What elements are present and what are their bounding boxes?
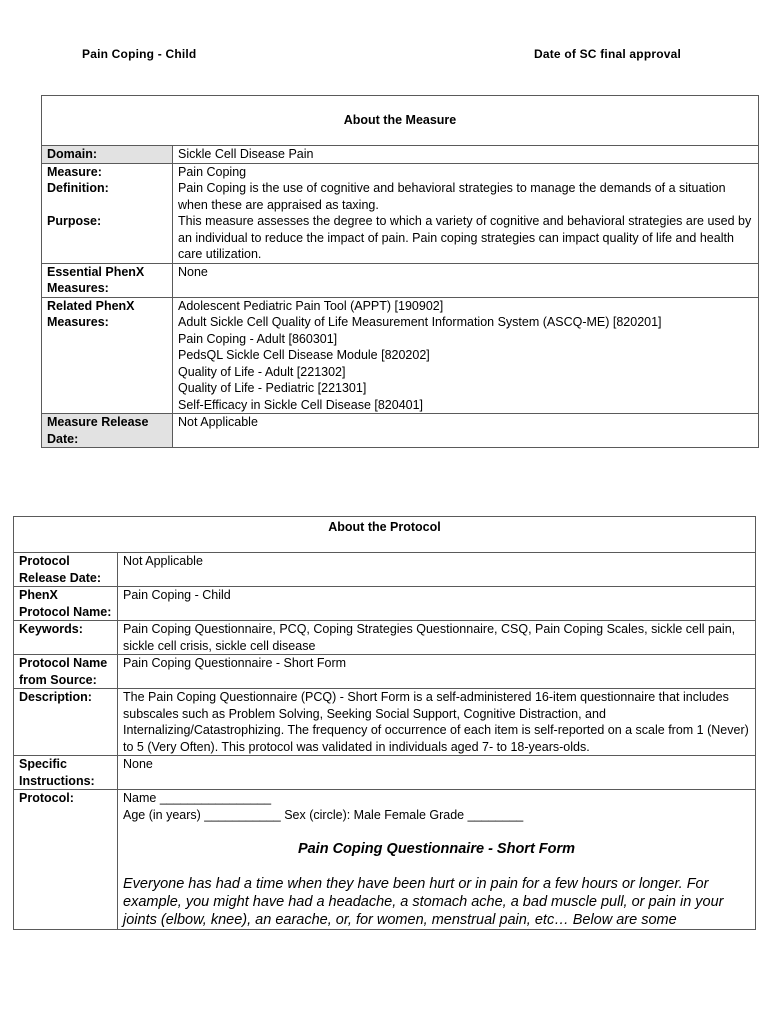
table-row <box>14 756 756 790</box>
protocol-name-value: Pain Coping - Child <box>118 587 756 621</box>
keywords-label: Keywords: <box>14 621 118 655</box>
table-row <box>14 655 756 689</box>
about-protocol-title: About the Protocol <box>14 517 756 553</box>
related-measure-item: Quality of Life - Pediatric [221301] <box>178 381 367 395</box>
source-name-label: Protocol Name from Source: <box>14 655 118 689</box>
protocol-content <box>118 790 756 930</box>
protocol-release-label: Protocol Release Date: <box>14 553 118 587</box>
table-row <box>42 213 759 263</box>
table-row <box>42 297 759 414</box>
table-row <box>42 414 759 448</box>
table-row <box>42 263 759 297</box>
table-row <box>14 553 756 587</box>
measure-value: Pain Coping Pain Coping is the use of cognitive and behavioral strategies to manage the demands of a situation when these are appraised as taxing. <box>173 163 759 213</box>
keywords-value: Pain Coping Questionnaire, PCQ, Coping Strategies Questionnaire, CSQ, Pain Coping Scales, sickle cell pain, sickle cell crisis, sickle cell disease <box>118 621 756 655</box>
related-measures-list <box>173 297 759 414</box>
description-value: The Pain Coping Questionnaire (PCQ) - Short Form is a self-administered 16-item questionnaire that includes subscales such as Problem Solving, Seeking Social Support, Cognitive Distraction, and Internalizing/Catastrophizing. The frequency of occurrence of each item is self-reported on a scale from 1 (Never) to 5 (Very Often). This protocol was validated in individuals aged 7- to 18-years-olds. <box>118 689 756 756</box>
related-measure-item: Adult Sickle Cell Quality of Life Measurement Information System (ASCQ-ME) [820201] <box>178 315 662 329</box>
definition-label: Definition: <box>47 181 109 195</box>
questionnaire-title: Pain Coping Questionnaire - Short Form <box>297 841 576 857</box>
document-header-title: Pain Coping - Child <box>82 47 197 61</box>
about-protocol-table <box>13 516 756 930</box>
table-row <box>14 689 756 756</box>
related-measure-item: Adolescent Pediatric Pain Tool (APPT) [190902] <box>178 298 444 313</box>
related-measure-item: Self-Efficacy in Sickle Cell Disease [820401] <box>178 397 424 412</box>
description-label: Description: <box>14 689 118 756</box>
source-name-value: Pain Coping Questionnaire - Short Form <box>118 655 756 689</box>
instructions-value: None <box>118 756 756 790</box>
questionnaire-intro: Everyone has had a time when they have been hurt or in pain for a few hours or longer. For example, you might have had a headache, a stomach ache, a bad muscle pull, or pain in your joints (elbow, knee), an earache, or, for women, menstrual pain, etc… Below are some <box>123 875 724 928</box>
table-row <box>14 621 756 655</box>
form-age-line: Age (in years) ___________ Sex (circle): Male Female Grade ________ <box>123 807 524 822</box>
measure-release-value: Not Applicable <box>173 414 759 448</box>
purpose-label: Purpose: <box>42 213 173 263</box>
instructions-label: Specific Instructions: <box>14 756 118 790</box>
about-measure-table <box>41 95 759 448</box>
essential-measures-label: Essential PhenX Measures: <box>42 263 173 297</box>
protocol-release-value: Not Applicable <box>118 553 756 587</box>
related-measure-item: Quality of Life - Adult [221302] <box>178 364 346 379</box>
purpose-value: This measure assesses the degree to which a variety of cognitive and behavioral strategies are used by an individual to reduce the impact of pain. Pain coping strategies can impact quality of life and health care utilization. <box>173 213 759 263</box>
domain-label: Domain: <box>42 146 173 164</box>
about-measure-title: About the Measure <box>42 96 759 146</box>
related-measure-item: PedsQL Sickle Cell Disease Module [820202] <box>178 348 430 362</box>
form-name-line: Name ________________ <box>123 791 272 805</box>
related-measures-label: Related PhenX Measures: <box>42 297 173 414</box>
measure-release-label: Measure Release Date: <box>42 414 173 448</box>
protocol-label: Protocol: <box>14 790 118 930</box>
table-row <box>14 790 756 930</box>
table-row <box>14 587 756 621</box>
measure-label: Measure: Definition: <box>42 163 173 213</box>
table-row <box>42 146 759 164</box>
essential-measures-value: None <box>173 263 759 297</box>
related-measure-item: Pain Coping - Adult [860301] <box>178 331 338 346</box>
definition-value: Pain Coping is the use of cognitive and behavioral strategies to manage the demands of a situation when these are appraised as taxing. <box>178 181 726 212</box>
protocol-name-label: PhenX Protocol Name: <box>14 587 118 621</box>
domain-value: Sickle Cell Disease Pain <box>173 146 759 164</box>
document-header-approval: Date of SC final approval <box>534 47 682 61</box>
table-row <box>42 163 759 213</box>
